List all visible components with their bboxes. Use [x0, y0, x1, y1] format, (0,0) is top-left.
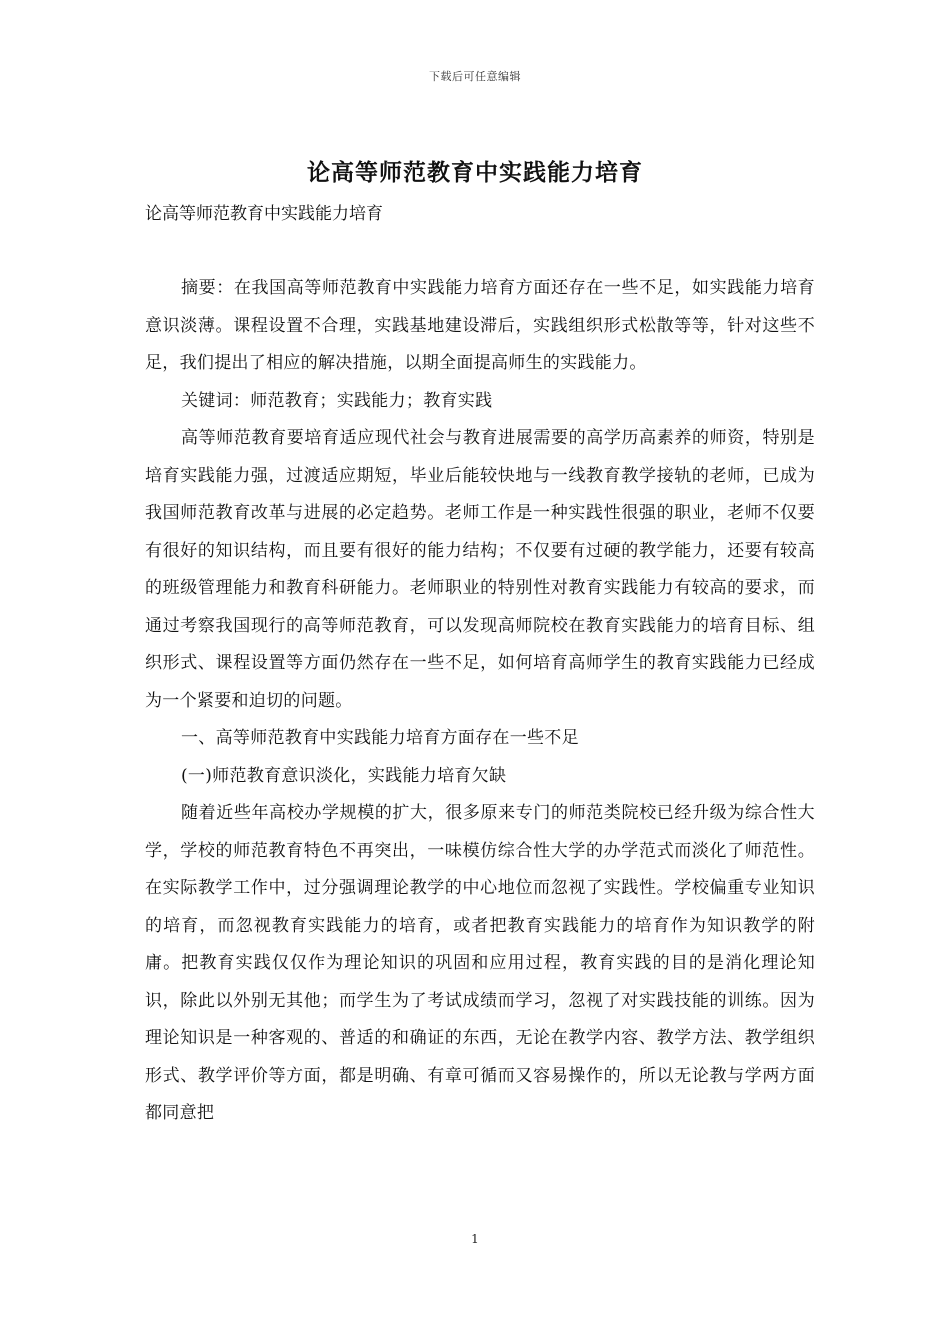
- document-subtitle: 论高等师范教育中实践能力培育: [145, 204, 383, 224]
- document-body: [145, 196, 815, 1133]
- section-heading: 一、高等师范教育中实践能力培育方面存在一些不足: [181, 728, 579, 748]
- subsection-heading: (一)师范教育意识淡化，实践能力培育欠缺: [181, 765, 507, 786]
- abstract-paragraph: 摘要：在我国高等师范教育中实践能力培育方面还存在一些不足，如实践能力培育意识淡薄。课程设置不合理，实践基地建设滞后，实践组织形式松散等等，针对这些不足，我们提出了相应的解决措施，以期全面提高师生的实践能力。: [145, 278, 815, 373]
- document-title: 论高等师范教育中实践能力培育: [307, 159, 643, 186]
- page-number: 1: [471, 1232, 479, 1246]
- intro-paragraph: 高等师范教育要培育适应现代社会与教育进展需要的高学历高素养的师资，特别是培育实践能力强，过渡适应期短，毕业后能较快地与一线教育教学接轨的老师，已成为我国师范教育改革与进展的必定趋势。老师工作是一种实践性很强的职业，老师不仅要有很好的知识结构，而且要有很好的能力结构；不仅要有过硬的教学能力，还要有较高的班级管理能力和教育科研能力。老师职业的特别性对教育实践能力有较高的要求，而通过考察我国现行的高等师范教育，可以发现高师院校在教育实践能力的培育目标、组织形式、课程设置等方面仍然存在一些不足，如何培育高师学生的教育实践能力已经成为一个紧要和迫切的问题。: [145, 428, 815, 711]
- body-paragraph: 随着近些年高校办学规模的扩大，很多原来专门的师范类院校已经升级为综合性大学，学校的师范教育特色不再突出，一味模仿综合性大学的办学范式而淡化了师范性。在实际教学工作中，过分强调理论教学的中心地位而忽视了实践性。学校偏重专业知识的培育，而忽视教育实践能力的培育，或者把教育实践能力的培育作为知识教学的附庸。把教育实践仅仅作为理论知识的巩固和应用过程，教育实践的目的是消化理论知识，除此以外别无其他；而学生为了考试成绩而学习，忽视了对实践技能的训练。因为理论知识是一种客观的、普适的和确证的东西，无论在教学内容、教学方法、教学组织形式、教学评价等方面，都是明确、有章可循而又容易操作的，所以无论教与学两方面都同意把: [145, 803, 815, 1123]
- header-note: 下载后可任意编辑: [429, 70, 521, 83]
- keywords-paragraph: 关键词：师范教育；实践能力；教育实践: [181, 390, 493, 411]
- blank-line: [145, 233, 815, 270]
